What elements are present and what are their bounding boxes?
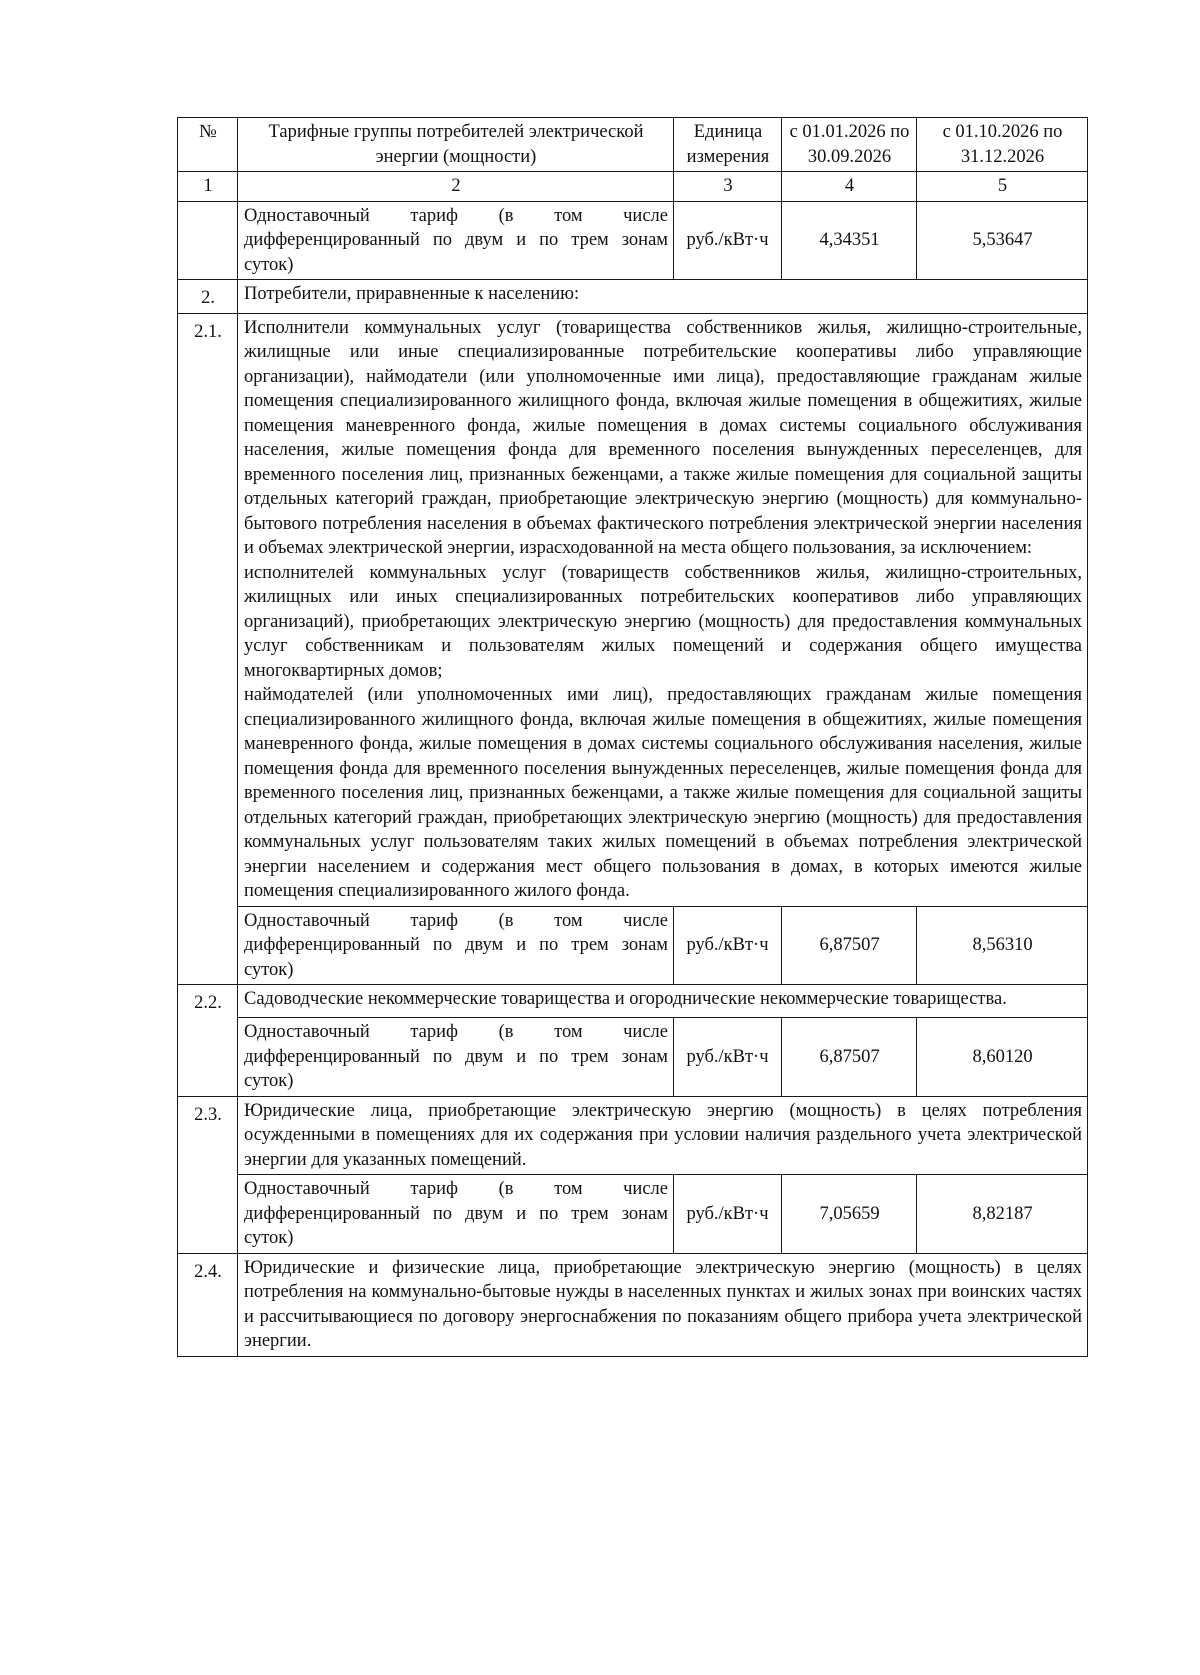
header-period-2: с 01.10.2026 по 31.12.2026 <box>917 118 1088 172</box>
subsection-row <box>178 1253 1088 1356</box>
tariff-label: Одноставочный тариф (в том числе дифференцированный по двум и по трем зонам суток) <box>238 906 674 985</box>
table-header-row <box>178 118 1088 172</box>
column-index: 3 <box>674 172 782 202</box>
tariff-label: Одноставочный тариф (в том числе дифференцированный по двум и по трем зонам суток) <box>238 1018 674 1097</box>
header-unit: Единица измерения <box>674 118 782 172</box>
section-title: Потребители, приравненные к населению: <box>238 280 1088 314</box>
header-number: № <box>178 118 238 172</box>
header-period-1: с 01.01.2026 по 30.09.2026 <box>782 118 917 172</box>
paragraph: исполнителей коммунальных услуг (товариществ собственников жилья, жилищно-строительных, жилищных или иных специализированных потребительских кооперативов либо управляющих организаций), приобретающих электрическую энергию (мощность) для предоставления коммунальных услуг собственникам и пользователям жилых помещений и содержания общего имущества многоквартирных домов; <box>244 562 1082 681</box>
value-period-2: 5,53647 <box>917 201 1088 280</box>
unit-cell: руб./кВт·ч <box>674 201 782 280</box>
subsection-row <box>178 313 1088 906</box>
column-index: 2 <box>238 172 674 202</box>
column-index: 4 <box>782 172 917 202</box>
subsection-row <box>178 985 1088 1018</box>
row-number-empty <box>178 906 238 985</box>
header-tariff-groups: Тарифные группы потребителей электрической энергии (мощности) <box>238 118 674 172</box>
subsection-row <box>178 1096 1088 1175</box>
tariff-label: Одноставочный тариф (в том числе дифференцированный по двум и по трем зонам суток) <box>238 201 674 280</box>
row-number: 2.3. <box>178 1096 238 1175</box>
unit-cell: руб./кВт·ч <box>674 1018 782 1097</box>
value-period-2: 8,60120 <box>917 1018 1088 1097</box>
value-period-1: 4,34351 <box>782 201 917 280</box>
subsection-text <box>238 313 1088 906</box>
column-index: 5 <box>917 172 1088 202</box>
column-index: 1 <box>178 172 238 202</box>
value-period-1: 7,05659 <box>782 1175 917 1254</box>
tariff-row <box>178 201 1088 280</box>
value-period-2: 8,82187 <box>917 1175 1088 1254</box>
section-row <box>178 280 1088 314</box>
row-number-empty <box>178 1018 238 1097</box>
row-number: 2.1. <box>178 313 238 906</box>
tariff-row <box>178 1018 1088 1097</box>
subsection-text: Садоводческие некоммерческие товарищества и огороднические некоммерческие товарищества. <box>238 985 1088 1018</box>
subsection-text: Юридические и физические лица, приобретающие электрическую энергию (мощность) в целях потребления на коммунально-бытовые нужды в населенных пунктах и жилых зонах при воинских частях и рассчитывающиеся по договору энергоснабжения по показаниям общего прибора учета электрической энергии. <box>238 1253 1088 1356</box>
paragraph: Исполнители коммунальных услуг (товарищества собственников жилья, жилищно-строительные, жилищные или иные специализированные потребительские кооперативы либо управляющие организации), наймодатели (или уполномоченные ими лица), предоставляющие гражданам жилые помещения специализированного жилищного фонда, включая жилые помещения в общежитиях, жилые помещения маневренного фонда, жилые помещения в домах системы социального обслуживания населения, жилые помещения фонда для временного поселения вынужденных переселенцев, для временного поселения лиц, признанных беженцами, а также жилые помещения для социальной защиты отдельных категорий граждан, приобретающие электрическую энергию (мощность) для коммунально-бытового потребления населения в объемах фактического потребления электрической энергии населения и объемах электрической энергии, израсходованной на места общего пользования, за исключением: <box>244 317 1082 558</box>
subsection-text: Юридические лица, приобретающие электрическую энергию (мощность) в целях потребления осужденными в помещениях для их содержания при условии наличия раздельного учета электрической энергии для указанных помещений. <box>238 1096 1088 1175</box>
row-number: 2.4. <box>178 1253 238 1356</box>
tariff-row <box>178 1175 1088 1254</box>
tariff-row <box>178 906 1088 985</box>
value-period-2: 8,56310 <box>917 906 1088 985</box>
unit-cell: руб./кВт·ч <box>674 1175 782 1254</box>
column-index-row <box>178 172 1088 202</box>
tariff-label: Одноставочный тариф (в том числе дифференцированный по двум и по трем зонам суток) <box>238 1175 674 1254</box>
value-period-1: 6,87507 <box>782 906 917 985</box>
unit-cell: руб./кВт·ч <box>674 906 782 985</box>
tariff-table <box>177 117 1088 1357</box>
row-number: 2. <box>178 280 238 314</box>
value-period-1: 6,87507 <box>782 1018 917 1097</box>
paragraph: наймодателей (или уполномоченных ими лиц), предоставляющих гражданам жилые помещения специализированного жилищного фонда, включая жилые помещения в общежитиях, жилые помещения маневренного фонда, жилые помещения в домах системы социального обслуживания населения, жилые помещения фонда для временного поселения вынужденных переселенцев, жилые помещения фонда для временного поселения лиц, признанных беженцами, а также жилые помещения для социальной защиты отдельных категорий граждан, приобретающих электрическую энергию (мощность) для предоставления коммунальных услуг пользователям таких жилых помещений в объемах потребления электрической энергии населением и содержания мест общего пользования в домах, в которых имеются жилые помещения специализированного жилого фонда. <box>244 685 1082 901</box>
row-number-empty <box>178 1175 238 1254</box>
row-number-empty <box>178 201 238 280</box>
row-number: 2.2. <box>178 985 238 1018</box>
